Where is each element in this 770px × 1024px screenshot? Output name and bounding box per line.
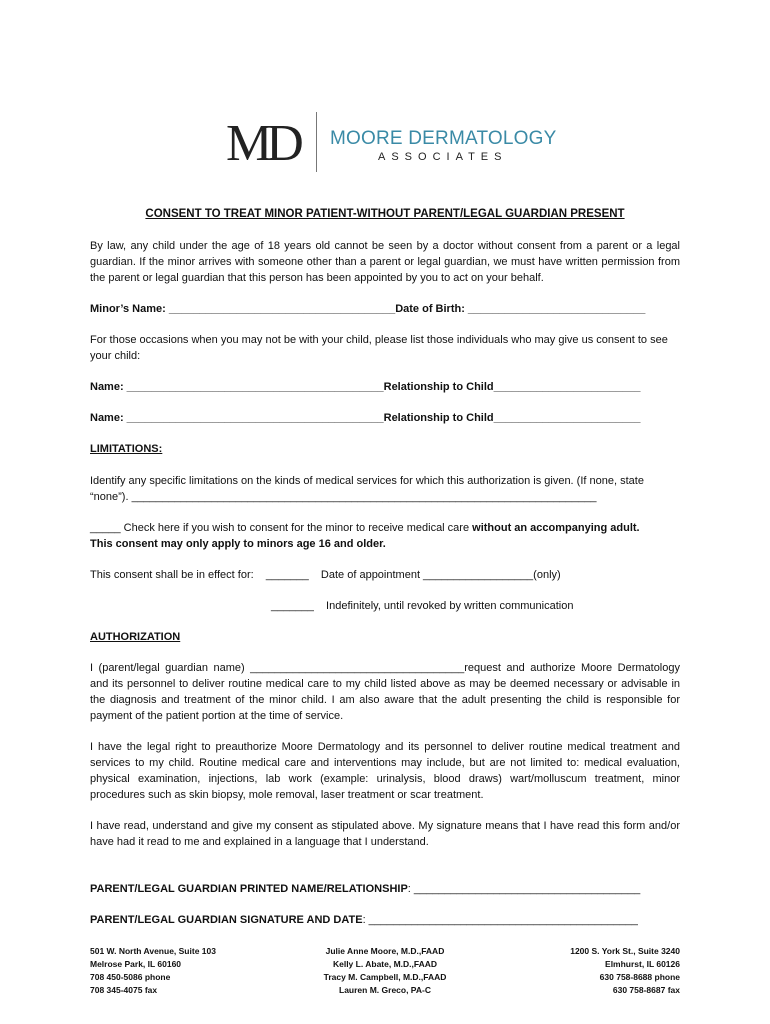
printed-name-blank[interactable]: : _____________________________________ — [407, 883, 641, 895]
authorization-heading: AUTHORIZATION — [90, 631, 181, 643]
occasions-paragraph: For those occasions when you may not be with your child, please list those individuals who may give us consent to see your child: — [90, 334, 668, 362]
footer-line: Tracy M. Campbell, M.D.,FAAD — [323, 972, 447, 982]
footer-providers — [260, 945, 510, 997]
authorization-paragraph-3: I have read, understand and give my consent as stipulated above. My signature means that I have read this form and/or have had it read to me and explained in a language that I understand. — [90, 820, 680, 848]
signature-label: PARENT/LEGAL GUARDIAN SIGNATURE AND DATE — [90, 914, 363, 926]
limitations-heading: LIMITATIONS: — [90, 443, 163, 455]
unaccompanied-consent-text: _____ Check here if you wish to consent for the minor to receive medical care — [90, 522, 473, 534]
printed-name-label: PARENT/LEGAL GUARDIAN PRINTED NAME/RELATIONSHIP — [90, 883, 408, 895]
footer-line: 708 450-5086 phone — [90, 972, 171, 982]
logo-divider — [316, 112, 317, 172]
intro-paragraph: By law, any child under the age of 18 years old cannot be seen by a doctor without consent from a parent or a legal guardian. If the minor arrives with someone other than a parent or legal guardian, we must have written permission from the parent or legal guardian that this person has been appointed by you to act on your behalf. — [90, 240, 680, 284]
footer-line: Melrose Park, IL 60160 — [90, 959, 182, 969]
footer-line: 1200 S. York St., Suite 3240 — [570, 946, 680, 956]
logo-monogram: MD — [226, 115, 298, 172]
footer-line: Lauren M. Greco, PA-C — [339, 985, 431, 995]
unaccompanied-consent-emphasis: without an accompanying adult. — [472, 522, 640, 534]
practice-logo — [226, 112, 566, 172]
limitations-field[interactable]: Identify any specific limitations on the kinds of medical services for which this authorization is given. (If none, state “none”). ____________________________________________________________________________ — [90, 475, 644, 503]
footer-line: 630 758-8688 phone — [599, 972, 680, 982]
consent-duration-indefinite[interactable]: _______ Indefinitely, until revoked by written communication — [271, 600, 574, 612]
consent-person-2-field[interactable]: Name: __________________________________________Relationship to Child________________________ — [90, 412, 641, 424]
footer-line: 630 758-8687 fax — [612, 985, 680, 995]
footer-line: 708 345-4075 fax — [90, 985, 158, 995]
footer-line: Kelly L. Abate, M.D.,FAAD — [332, 959, 438, 969]
signature-date-field[interactable] — [90, 912, 680, 928]
authorization-paragraph-2: I have the legal right to preauthorize Moore Dermatology and its personnel to deliver routine medical treatment and services to my child. Routine medical care and interventions may include, but are not limited to: medical evaluation, physical examination, injections, lab work (example: urinalysis, blood draws) wart/molluscum treatment, minor procedures such as skin biopsy, mole removal, laser treatment or scar treatment. — [90, 741, 680, 801]
unaccompanied-consent-checkbox[interactable] — [90, 520, 680, 536]
minor-name-dob-field[interactable]: Minor’s Name: _____________________________________Date of Birth: _____________________________ — [90, 303, 646, 315]
footer-melrose-office — [90, 945, 216, 997]
consent-duration-appointment[interactable]: This consent shall be in effect for: _______ Date of appointment __________________(only) — [90, 569, 561, 581]
logo-practice-name: MOORE DERMATOLOGY — [330, 128, 557, 149]
age-restriction-note: This consent may only apply to minors age 16 and older. — [90, 538, 386, 550]
authorization-paragraph-1: I (parent/legal guardian name) ___________________________________request and authorize Moore Dermatology and its personnel to deliver routine medical care to my child listed above as may be deemed necessary or advisable in the diagnosis and treatment of the minor child. I am also aware that the adult presenting the child is responsible for payment of the patient portion at the time of service. — [90, 662, 680, 722]
form-title: CONSENT TO TREAT MINOR PATIENT-WITHOUT PARENT/LEGAL GUARDIAN PRESENT — [145, 208, 625, 220]
consent-person-1-field[interactable]: Name: __________________________________________Relationship to Child________________________ — [90, 381, 641, 393]
page-footer — [90, 945, 680, 1001]
footer-elmhurst-office — [570, 945, 680, 997]
signature-blank[interactable]: : ____________________________________________ — [362, 914, 638, 926]
footer-line: Elmhurst, IL 60126 — [605, 959, 680, 969]
printed-name-field[interactable] — [90, 881, 680, 897]
footer-line: 501 W. North Avenue, Suite 103 — [90, 946, 216, 956]
footer-line: Julie Anne Moore, M.D.,FAAD — [325, 946, 445, 956]
logo-associates: ASSOCIATES — [378, 151, 508, 163]
form-body — [90, 206, 680, 928]
